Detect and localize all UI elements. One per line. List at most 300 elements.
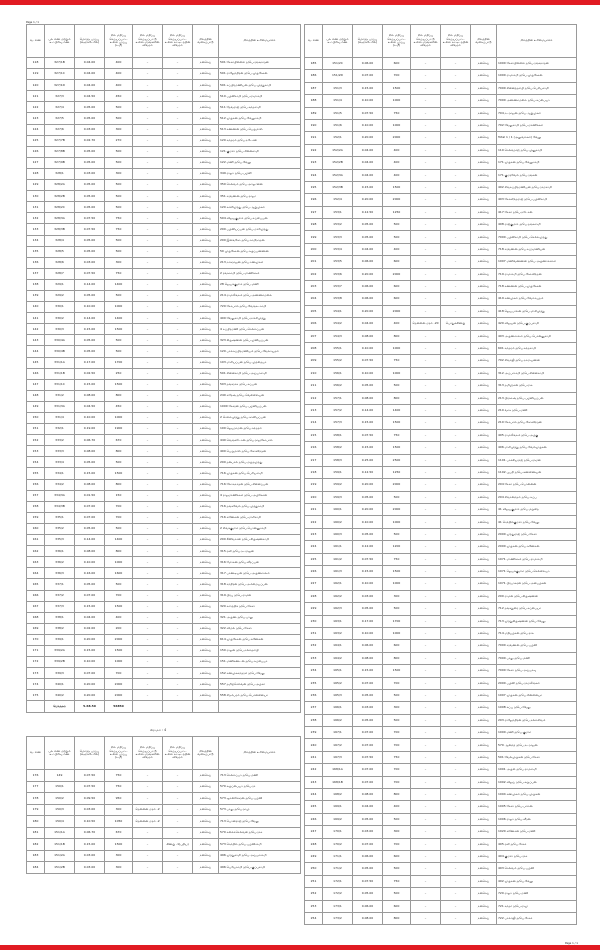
- table-cell: 160/3: [323, 528, 353, 540]
- table-cell: 1400: [105, 279, 133, 290]
- table-cell: 419 சண்முகம் த/பெ.வேலாயுதம்: [497, 293, 577, 305]
- table-cell: 1000: [383, 367, 411, 379]
- table-cell: –: [441, 256, 471, 268]
- table-cell: நன்செய்: [193, 479, 219, 490]
- table-row: [305, 132, 577, 144]
- table-row: [305, 677, 577, 689]
- table-cell: 214 ராமலிங்கம் த/பெ.அண்ணாமலை: [219, 290, 301, 301]
- table-cell: 570 ஆனந்த் த/பெ.நடராஜன்: [497, 739, 577, 751]
- table-cell: –: [163, 645, 193, 656]
- table-cell: 600: [383, 256, 411, 268]
- table-cell: 0.05.00: [75, 335, 105, 346]
- table-cell: –: [133, 157, 163, 168]
- table-cell: –: [163, 302, 193, 313]
- table-row: [305, 355, 577, 367]
- table-cell: 0.08.00: [353, 652, 383, 664]
- table-row: [27, 146, 301, 157]
- table-cell: –: [133, 69, 163, 80]
- table-cell: –: [441, 677, 471, 689]
- table-row: [305, 194, 577, 206]
- table-cell: 137: [27, 268, 45, 279]
- table-cell: 0.05.00: [75, 290, 105, 301]
- table-cell: 209: [305, 355, 323, 367]
- table-cell: 41 விஜயகுமார் த/பெ.மருதை: [497, 504, 577, 516]
- table-cell: 168/1B: [323, 776, 353, 788]
- table-cell: 1000: [383, 342, 411, 354]
- table-cell: 0.06.00: [353, 640, 383, 652]
- table-cell: 131: [27, 202, 45, 213]
- table-cell: –: [163, 313, 193, 324]
- table-cell: –: [441, 875, 471, 887]
- table-cell: நன்செய்: [193, 313, 219, 324]
- table-cell: நன்செய்: [193, 839, 219, 851]
- table-cell: 0.07.50: [353, 429, 383, 441]
- table-cell: –: [411, 181, 441, 193]
- col-header: நிலத்தின் வகைப்பாடு: [471, 25, 497, 58]
- table-cell: 151 மணிகண்டன் த/பெ.சுப்பையா: [219, 657, 301, 668]
- table-row: [27, 302, 301, 313]
- table-row: [305, 789, 577, 801]
- table-cell: 166/1: [323, 702, 353, 714]
- table-cell: –: [133, 546, 163, 557]
- table-cell: நன்செய்: [193, 634, 219, 645]
- table-cell: –: [163, 58, 193, 69]
- table-cell: 0.04.00: [75, 58, 105, 69]
- table-cell: –: [163, 213, 193, 224]
- table-cell: 400: [105, 612, 133, 623]
- table-cell: 0.10.00: [353, 627, 383, 639]
- table-cell: 154/2: [323, 318, 353, 330]
- table-row: [27, 401, 301, 412]
- table-cell: 0.07.50: [353, 875, 383, 887]
- table-row: [305, 144, 577, 156]
- table-cell: 0.07.00: [75, 501, 105, 512]
- table-cell: 41 செந்தில்குமார் த/பெ.வேலு: [497, 516, 577, 528]
- table-cell: நன்செய்: [193, 335, 219, 346]
- table-cell: 702 வேலுசாமி த/பெ.மாணிக்கம்: [497, 119, 577, 131]
- table-cell: நன்செய்: [193, 279, 219, 290]
- table-cell: –: [163, 335, 193, 346]
- table-cell: –: [163, 468, 193, 479]
- col-header: வ. எண்: [27, 737, 45, 770]
- table-cell: –: [411, 751, 441, 763]
- table-cell: 153/4: [323, 243, 353, 255]
- table-cell: நன்செய்: [471, 652, 497, 664]
- table-cell: நன்செய்: [471, 912, 497, 924]
- table-cell: 512 முருகன் த/பெ.வேலுசாமி: [219, 113, 301, 124]
- table-cell: 167/2: [323, 739, 353, 751]
- table-cell: 1250: [383, 466, 411, 478]
- table-cell: நன்செய்: [193, 379, 219, 390]
- table-row: [305, 566, 577, 578]
- table-cell: 440 வெங்கடேசன் த/பெ.ராஜகோபால்: [219, 435, 301, 446]
- page-footer: Page 1 / 1: [565, 942, 578, 945]
- table-cell: 0.05.00: [353, 714, 383, 726]
- table-cell: 327/1B: [45, 58, 75, 69]
- table-row: [27, 793, 301, 805]
- table-cell: 229: [305, 603, 323, 615]
- table-cell: 417 சேகர் த/பெ.நடேசன்: [497, 206, 577, 218]
- table-cell: 0.07.50: [353, 553, 383, 565]
- table-cell: 750: [383, 751, 411, 763]
- table-row: [27, 346, 301, 357]
- table-cell: 700: [105, 590, 133, 601]
- table-row: [27, 850, 301, 862]
- table-cell: 0.10.00: [353, 367, 383, 379]
- table-row: [305, 404, 577, 416]
- table-row: [305, 70, 577, 82]
- table-cell: நன்செய்: [471, 875, 497, 887]
- table-cell: நன்செய்: [471, 813, 497, 825]
- table-cell: 0.03.00: [75, 850, 105, 862]
- table-cell: 330/2: [45, 313, 75, 324]
- table-cell: 0.02.00: [75, 623, 105, 634]
- table-cell: 170/1: [323, 826, 353, 838]
- table-cell: நன்செய்: [193, 191, 219, 202]
- table-cell: நன்செய்: [471, 603, 497, 615]
- table-cell: 180: [27, 816, 45, 828]
- table-cell: –: [441, 541, 471, 553]
- table-cell: –: [441, 751, 471, 763]
- table-cell: 500: [105, 113, 133, 124]
- table-cell: 700: [383, 727, 411, 739]
- table-cell: 173/2: [323, 912, 353, 924]
- table-cell: 179: [27, 804, 45, 816]
- table-row: [27, 827, 301, 839]
- table-cell: [193, 701, 219, 712]
- table-cell: 0.05.00: [353, 888, 383, 900]
- table-cell: நன்செய்: [471, 900, 497, 912]
- table-row: [305, 479, 577, 491]
- table-cell: 142: [27, 324, 45, 335]
- table-cell: –: [133, 490, 163, 501]
- table-cell: 704 நடராஜன் த/பெ.ஆறுமுகம்: [497, 107, 577, 119]
- table-cell: 800: [105, 390, 133, 401]
- table-cell: –: [411, 826, 441, 838]
- col-header: புல எண் மற்றும் உட்பிரிவு எண்: [45, 25, 75, 58]
- table-row: [305, 714, 577, 726]
- table-cell: –: [133, 770, 163, 782]
- table-row: [27, 191, 301, 202]
- table-cell: 213 பிரகாஷ் த/பெ.பழனியப்பன்: [497, 392, 577, 404]
- table-cell: நன்செய்: [471, 82, 497, 94]
- table-cell: –: [133, 634, 163, 645]
- table-cell: –: [441, 293, 471, 305]
- table-cell: 160/2: [323, 516, 353, 528]
- table-cell: –: [411, 466, 441, 478]
- table-row: [305, 268, 577, 280]
- table-cell: –: [133, 268, 163, 279]
- col-header: நில மதிப்பு செய்யப்பட்டு உள்ள மரங்களின் விவரம்: [133, 737, 163, 770]
- table-cell: 334/3A: [45, 490, 75, 501]
- table-row: [305, 875, 577, 887]
- table-cell: –: [411, 789, 441, 801]
- table-cell: 218: [305, 466, 323, 478]
- table-cell: 186: [305, 70, 323, 82]
- table-cell: 2000: [383, 504, 411, 516]
- table-cell: 0.04.50: [75, 401, 105, 412]
- table-cell: 0.20.00: [353, 479, 383, 491]
- table-cell: நன்செய்: [193, 91, 219, 102]
- table-cell: –: [411, 615, 441, 627]
- table-cell: 500: [383, 888, 411, 900]
- table-cell: 0.15.00: [75, 324, 105, 335]
- table-cell: நன்செய்: [471, 789, 497, 801]
- table-cell: நன்செய்: [471, 801, 497, 813]
- table-cell: 0.10.00: [75, 413, 105, 424]
- table-cell: 200: [105, 623, 133, 634]
- table-cell: 100 ஜெயராமன் த/பெ.சுந்தரம்: [219, 424, 301, 435]
- table-cell: –: [133, 168, 163, 179]
- table-cell: 501 சுப்பிரமணியன் த/பெ.முத்துசாமி: [219, 80, 301, 91]
- table-cell: 1000: [383, 95, 411, 107]
- table-header-row: [305, 25, 577, 58]
- table-cell: –: [441, 417, 471, 429]
- table-cell: நன்செய்: [471, 553, 497, 565]
- table-cell: நன்செய்: [471, 665, 497, 677]
- table-row: [27, 235, 301, 246]
- table-cell: நன்செய்: [471, 380, 497, 392]
- table-cell: 0.07.00: [353, 776, 383, 788]
- table-cell: –: [163, 390, 193, 401]
- table-cell: 335/3: [45, 535, 75, 546]
- table-row: [27, 657, 301, 668]
- table-cell: –: [411, 813, 441, 825]
- table-cell: –: [163, 124, 193, 135]
- table-cell: 127: [27, 157, 45, 168]
- table-row: [27, 512, 301, 523]
- table-cell: 182: [27, 839, 45, 851]
- table-cell: –: [441, 355, 471, 367]
- table-cell: நன்செய்: [471, 466, 497, 478]
- table-cell: 135: [27, 246, 45, 257]
- table-cell: 558 சிதம்பரம் த/பெ.பொன்னையா: [219, 690, 301, 701]
- table-cell: 328/5: [45, 246, 75, 257]
- table-cell: 153/2: [323, 219, 353, 231]
- table-cell: 0.15.00: [75, 645, 105, 656]
- table-cell: –: [133, 224, 163, 235]
- table-cell: 327/6: [45, 124, 75, 135]
- table-cell: 0.07.00: [353, 838, 383, 850]
- table-cell: 1001 அருள் த/பெ.ராமசாமி: [497, 764, 577, 776]
- table-cell: –: [133, 246, 163, 257]
- table-cell: நன்செய்: [471, 838, 497, 850]
- table-cell: 330/4A: [45, 335, 75, 346]
- table-cell: –: [441, 615, 471, 627]
- table-cell: 300: [105, 168, 133, 179]
- table-cell: 500: [105, 457, 133, 468]
- table-cell: நன்செய்: [193, 202, 219, 213]
- table-cell: 2000 முத்துராஜ் த/பெ.சேகர்: [497, 528, 577, 540]
- table-row: [27, 457, 301, 468]
- table-cell: 339/2A: [45, 645, 75, 656]
- table-cell: –: [133, 413, 163, 424]
- table-cell: 400: [383, 169, 411, 181]
- table-cell: –: [133, 568, 163, 579]
- table-cell: 0.06.00: [353, 900, 383, 912]
- table-cell: –: [163, 435, 193, 446]
- table-cell: 154/1: [323, 305, 353, 317]
- table-cell: –: [163, 279, 193, 290]
- table-cell: –: [441, 863, 471, 875]
- table-cell: 213: [305, 404, 323, 416]
- table-row: [305, 367, 577, 379]
- table-cell: 237: [305, 702, 323, 714]
- table-cell: 161/2: [323, 553, 353, 565]
- table-cell: 2 ரங்கசாமி த/பெ.மாணிக்கம்: [219, 268, 301, 279]
- table-cell: 0.05.00: [75, 102, 105, 113]
- table-cell: 0.10.00: [353, 119, 383, 131]
- table-row: [305, 615, 577, 627]
- table-cell: –: [133, 390, 163, 401]
- table-cell: –: [163, 612, 193, 623]
- table-cell: 0.08.00: [353, 789, 383, 801]
- table-cell: 0.10.00: [75, 302, 105, 313]
- table-cell: 405 ரவி த/பெ.சேகர்: [497, 838, 577, 850]
- table-cell: 172/2: [323, 888, 353, 900]
- table-row: [27, 290, 301, 301]
- table-row: [305, 863, 577, 875]
- table-cell: 172: [27, 657, 45, 668]
- table-cell: –: [133, 146, 163, 157]
- table-cell: –: [133, 335, 163, 346]
- table-cell: –: [411, 528, 441, 540]
- table-cell: 400: [105, 69, 133, 80]
- table-cell: 0.05.00: [353, 231, 383, 243]
- table-cell: 125: [27, 135, 45, 146]
- table-cell: நன்செய்: [193, 168, 219, 179]
- table-cell: 327/1C: [45, 69, 75, 80]
- table-cell: 500: [105, 523, 133, 534]
- table-cell: 2000 பழனி த/பெ.ராமலிங்கம்: [497, 677, 577, 689]
- table-cell: –: [411, 912, 441, 924]
- table-row: [27, 424, 301, 435]
- table-cell: 300: [383, 826, 411, 838]
- table-cell: –: [411, 566, 441, 578]
- table-cell: 240 சுரேஷ் த/பெ.வெள்ளையன்: [219, 390, 301, 401]
- table-cell: –: [441, 367, 471, 379]
- table-cell: –: [163, 690, 193, 701]
- table-cell: 133: [27, 224, 45, 235]
- table-cell: 500: [383, 528, 411, 540]
- table-cell: 1007 முருகன் த/பெ.சின்னையா: [497, 689, 577, 701]
- table-cell: 300: [383, 590, 411, 602]
- table-cell: 300: [105, 804, 133, 816]
- table-cell: –: [163, 793, 193, 805]
- table-row: [305, 851, 577, 863]
- table-cell: நன்செய்: [193, 357, 219, 368]
- table-cell: 153/8: [323, 293, 353, 305]
- table-cell: 500: [383, 231, 411, 243]
- table-cell: 700: [383, 776, 411, 788]
- table-cell: 0.08.00: [75, 546, 105, 557]
- table-cell: 200 ராமன் த/பெ.கிருஷ்ணன்: [497, 590, 577, 602]
- table-cell: 138: [27, 279, 45, 290]
- table-cell: –: [133, 457, 163, 468]
- table-cell: –: [441, 231, 471, 243]
- table-cell: 0.02.50: [75, 368, 105, 379]
- table-cell: –: [411, 652, 441, 664]
- table-row: [27, 862, 301, 874]
- table-cell: 501 வேல்முருகன் த/பெ.சேகர்: [497, 751, 577, 763]
- table-cell: –: [163, 69, 193, 80]
- table-cell: 0.09.50: [75, 793, 105, 805]
- table-cell: 160: [27, 523, 45, 534]
- table-cell: 500: [105, 290, 133, 301]
- table-cell: நன்செய்: [471, 119, 497, 131]
- table-cell: 0.20.00: [75, 679, 105, 690]
- table-cell: 500: [383, 689, 411, 701]
- table-cell: –: [133, 668, 163, 679]
- table-cell: 168: [27, 612, 45, 623]
- right-table-body: [305, 58, 577, 925]
- table-cell: 164: [27, 568, 45, 579]
- table-row: [27, 568, 301, 579]
- table-cell: –: [133, 91, 163, 102]
- table-cell: 220: [305, 491, 323, 503]
- table-cell: நன்செய்: [471, 578, 497, 590]
- table-cell: 750: [105, 268, 133, 279]
- table-cell: –: [441, 466, 471, 478]
- col-header: நிலத்தின் உரிமையாளர்: [219, 25, 301, 58]
- table-cell: 349 ராஜா த/பெ.பழனி: [219, 168, 301, 179]
- table-cell: நன்செய்: [471, 689, 497, 701]
- table-cell: –: [411, 342, 441, 354]
- table-cell: 573 ஞானசேகரன் த/பெ.பழனி: [219, 793, 301, 805]
- table-cell: 0.15.00: [353, 181, 383, 193]
- table-cell: 252: [305, 888, 323, 900]
- table-cell: 0.20.00: [353, 268, 383, 280]
- table-cell: 2000: [383, 132, 411, 144]
- table-cell: –: [411, 144, 441, 156]
- table-cell: –: [441, 157, 471, 169]
- table-cell: –: [411, 479, 441, 491]
- table-cell: 1500: [383, 82, 411, 94]
- table-cell: –: [133, 612, 163, 623]
- table-cell: 2000: [383, 305, 411, 317]
- table-cell: நன்செய்: [471, 293, 497, 305]
- table-cell: 315 ரவி த/பெ.நடராஜன்: [219, 546, 301, 557]
- col-header: நில மதிப்பு செய்யப்பட்டு உள்ள மரங்களின் விவரம்: [411, 25, 441, 58]
- table-cell: –: [411, 119, 441, 131]
- table-cell: 132: [27, 213, 45, 224]
- col-header: புல எண் மற்றும் உட்பிரிவு எண்: [323, 25, 353, 58]
- table-cell: –: [163, 479, 193, 490]
- table-cell: 0.05.00: [75, 457, 105, 468]
- table-cell: 323 கிருஷ்ணன் த/பெ.முனியப்பன்: [219, 335, 301, 346]
- table-cell: 501 சின்னசாமி த/பெ.அய்யாசாமி: [219, 368, 301, 379]
- table-cell: 0.05.00: [75, 180, 105, 191]
- table-cell: 0.08.00: [75, 390, 105, 401]
- table-cell: 197: [305, 206, 323, 218]
- table-cell: 331/1C: [45, 379, 75, 390]
- table-cell: 233: [305, 652, 323, 664]
- table-cell: 0.05.00: [75, 235, 105, 246]
- page-number: Page 1 / 1: [26, 21, 39, 24]
- table-cell: நன்செய்: [471, 541, 497, 553]
- table-cell: 0.04.00: [75, 612, 105, 623]
- table-cell: 161/3: [323, 566, 353, 578]
- table-cell: 145: [27, 357, 45, 368]
- table-cell: 600: [383, 640, 411, 652]
- table-cell: 0.17.00: [75, 357, 105, 368]
- table-cell: 1102 பூபதி த/பெ.கண்ணையன்: [497, 466, 577, 478]
- table-row: [27, 180, 301, 191]
- table-cell: 333/4: [45, 457, 75, 468]
- table-cell: நன்செய்: [193, 368, 219, 379]
- table-cell: 0.07.00: [75, 590, 105, 601]
- table-cell: 570 கருப்பையா த/பெ.ரா: [219, 781, 301, 793]
